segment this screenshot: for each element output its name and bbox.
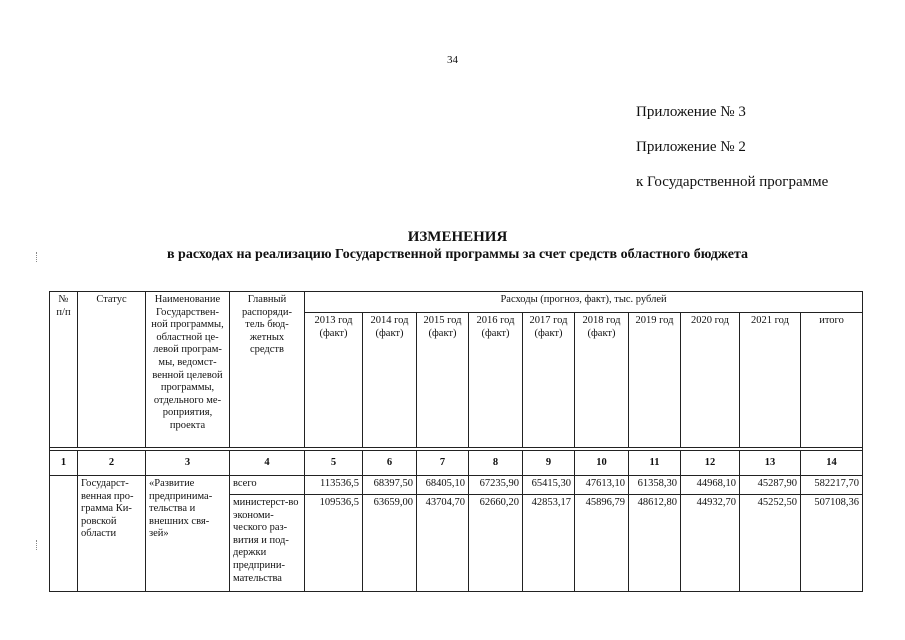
header-year-2014: 2014 год (факт) xyxy=(363,313,417,448)
appendix-line-3: к Государственной программе xyxy=(636,174,829,190)
appendix-line-2: Приложение № 2 xyxy=(636,139,746,155)
row-status: Государст-венная про-грамма Ки-ровской области xyxy=(78,476,146,592)
header-year-2021: 2021 год xyxy=(740,313,801,448)
header-expenses: Расходы (прогноз, факт), тыс. рублей xyxy=(305,292,863,313)
column-number: 6 xyxy=(363,451,417,476)
value-cell: 65415,30 xyxy=(523,476,575,495)
header-year-2017: 2017 год (факт) xyxy=(523,313,575,448)
scan-mark xyxy=(36,540,38,550)
column-number: 12 xyxy=(681,451,740,476)
row-num-cell xyxy=(50,476,78,592)
page-number: 34 xyxy=(447,54,458,66)
header-year-2016: 2016 год (факт) xyxy=(469,313,523,448)
row-admin-ministry: министерст-во экономи-ческого раз-вития и под-держки предприни-мательства xyxy=(230,495,305,592)
value-cell: 47613,10 xyxy=(575,476,629,495)
column-number: 5 xyxy=(305,451,363,476)
value-cell: 48612,80 xyxy=(629,495,681,592)
header-year-2020: 2020 год xyxy=(681,313,740,448)
value-cell: 45287,90 xyxy=(740,476,801,495)
appendix-line-1: Приложение № 3 xyxy=(636,104,746,120)
header-year-2019: 2019 год xyxy=(629,313,681,448)
column-number: 14 xyxy=(801,451,863,476)
header-year-2018: 2018 год (факт) xyxy=(575,313,629,448)
header-status: Статус xyxy=(78,292,146,448)
value-cell-total: 582217,70 xyxy=(801,476,863,495)
document-subtitle: в расходах на реализацию Государственной программы за счет средств областного бюджета xyxy=(166,247,749,262)
row-admin-total: всего xyxy=(230,476,305,495)
scan-mark xyxy=(36,252,38,262)
header-total: итого xyxy=(801,313,863,448)
column-number: 9 xyxy=(523,451,575,476)
header-admin: Главный распоряди-тель бюд-жетных средств xyxy=(230,292,305,448)
value-cell: 42853,17 xyxy=(523,495,575,592)
expenses-table xyxy=(49,291,863,592)
value-cell: 68405,10 xyxy=(417,476,469,495)
value-cell: 63659,00 xyxy=(363,495,417,592)
value-cell: 44968,10 xyxy=(681,476,740,495)
header-year-2015: 2015 год (факт) xyxy=(417,313,469,448)
row-name: «Развитие предпринима-тельства и внешних свя-зей» xyxy=(146,476,230,592)
column-number: 11 xyxy=(629,451,681,476)
column-number: 2 xyxy=(78,451,146,476)
header-name: Наименование Государствен-ной программы, областной це-левой програм-мы, ведомст-венной целевой программы, отдельного ме-роприятия, проекта xyxy=(146,292,230,448)
value-cell: 45252,50 xyxy=(740,495,801,592)
header-num: № п/п xyxy=(50,292,78,448)
value-cell: 61358,30 xyxy=(629,476,681,495)
column-number: 4 xyxy=(230,451,305,476)
document-title: ИЗМЕНЕНИЯ xyxy=(407,229,508,245)
value-cell: 113536,5 xyxy=(305,476,363,495)
value-cell-total: 507108,36 xyxy=(801,495,863,592)
column-number: 10 xyxy=(575,451,629,476)
column-number: 1 xyxy=(50,451,78,476)
column-number: 8 xyxy=(469,451,523,476)
value-cell: 62660,20 xyxy=(469,495,523,592)
value-cell: 67235,90 xyxy=(469,476,523,495)
column-number: 13 xyxy=(740,451,801,476)
value-cell: 68397,50 xyxy=(363,476,417,495)
value-cell: 44932,70 xyxy=(681,495,740,592)
value-cell: 43704,70 xyxy=(417,495,469,592)
value-cell: 45896,79 xyxy=(575,495,629,592)
column-number: 3 xyxy=(146,451,230,476)
value-cell: 109536,5 xyxy=(305,495,363,592)
header-year-2013: 2013 год (факт) xyxy=(305,313,363,448)
column-number: 7 xyxy=(417,451,469,476)
